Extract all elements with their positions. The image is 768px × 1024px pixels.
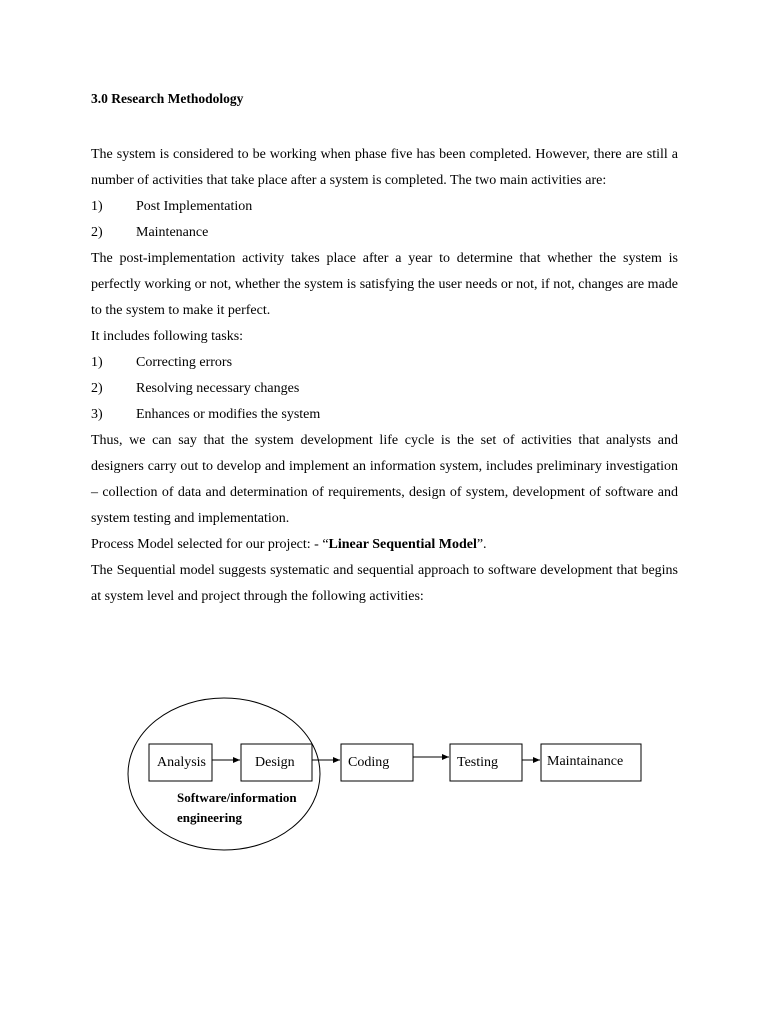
maintainance-label: Maintainance	[547, 754, 624, 769]
testing-label: Testing	[457, 755, 499, 770]
intro-paragraph: The system is considered to be working when phase five has been completed. However, there are still a number of activities that take place after a system is completed. The two main activities are:	[91, 147, 678, 188]
coding-label: Coding	[348, 755, 390, 770]
process-model-line	[91, 532, 678, 558]
tasks-intro: It includes following tasks:	[91, 329, 244, 344]
task-number: 1)	[91, 355, 103, 370]
sdlc-paragraph: Thus, we can say that the system development life cycle is the set of activities that analysts and designers carry out to develop and implement an information system, includes preliminary investigation – collection of data and determination of requirements, design of system, development of software and system testing and implementation.	[91, 433, 678, 526]
task-item-3	[91, 402, 678, 428]
task-item-1	[91, 350, 678, 376]
linear-sequential-diagram	[120, 676, 660, 866]
activity-number: 1)	[91, 199, 103, 214]
analysis-label: Analysis	[157, 755, 206, 770]
activity-number: 2)	[91, 225, 103, 240]
task-text: Correcting errors	[136, 355, 233, 370]
process-model-name: Linear Sequential Model	[328, 537, 477, 552]
process-model-prefix: Process Model selected for our project: - “	[91, 537, 329, 552]
task-text: Resolving necessary changes	[136, 381, 300, 396]
group-label-line1: Software/information	[177, 790, 297, 805]
activity-text: Maintenance	[136, 225, 209, 240]
sequential-model-paragraph: The Sequential model suggests systematic and sequential approach to software development that begins at system level and project through the following activities:	[91, 563, 678, 604]
task-number: 3)	[91, 407, 103, 422]
activity-text: Post Implementation	[136, 199, 253, 214]
process-model-suffix: ”.	[476, 537, 487, 552]
activity-item-2	[91, 220, 678, 246]
document-body	[91, 142, 678, 610]
design-label: Design	[255, 755, 295, 770]
post-implementation-paragraph: The post-implementation activity takes place after a year to determine that whether the system is perfectly working or not, whether the system is satisfying the user needs or not, if not, changes are made to the system to make it perfect.	[91, 251, 678, 318]
task-number: 2)	[91, 381, 103, 396]
section-heading: 3.0 Research Methodology	[91, 91, 244, 106]
group-label-line2: engineering	[177, 810, 242, 825]
task-item-2	[91, 376, 678, 402]
activity-item-1	[91, 194, 678, 220]
task-text: Enhances or modifies the system	[136, 407, 321, 422]
